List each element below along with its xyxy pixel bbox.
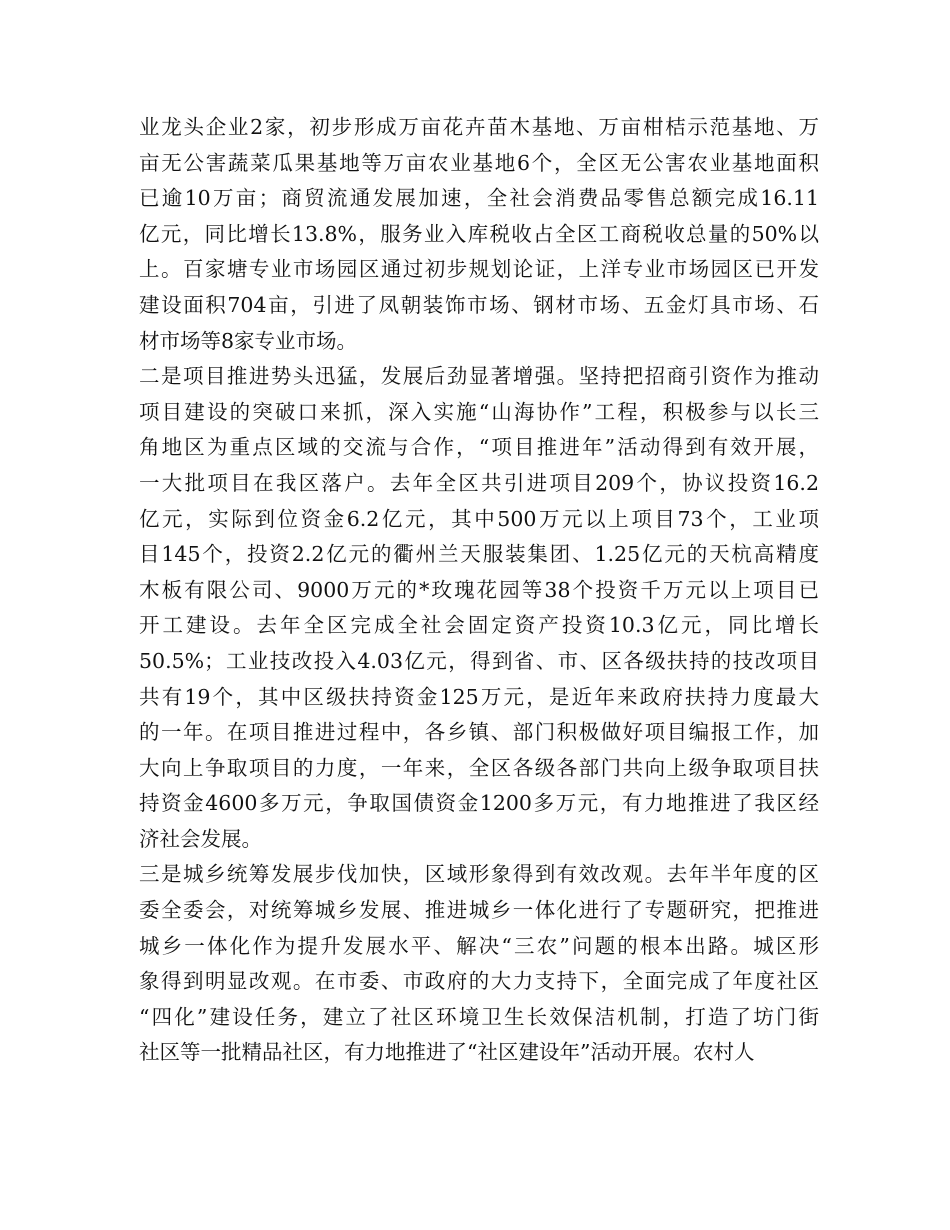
text-line: 建设面积704亩，引进了凤朝装饰市场、钢材市场、五金灯具市场、石 (139, 292, 819, 317)
text-line: 上。百家塘专业市场园区通过初步规划论证，上洋专业市场园区已开发 (139, 257, 819, 282)
text-line: 城乡一体化作为提升发展水平、解决“三农”问题的根本出路。城区形 (139, 933, 819, 958)
text-line: 亿元，实际到位资金6.2亿元，其中500万元以上项目73个，工业项 (139, 506, 819, 531)
text-line: 社区等一批精品社区，有力地推进了“社区建设年”活动开展。农村人 (139, 1040, 755, 1065)
text-line: 角地区为重点区域的交流与合作，“项目推进年”活动得到有效开展， (139, 435, 819, 460)
text-line: 象得到明显改观。在市委、市政府的大力支持下，全面完成了年度社区 (139, 969, 819, 994)
text-line: 的一年。在项目推进过程中，各乡镇、部门积极做好项目编报工作，加 (139, 720, 819, 745)
text-line: 项目建设的突破口来抓，深入实施“山海协作”工程，积极参与以长三 (139, 399, 819, 424)
text-line: 目145个，投资2.2亿元的衢州兰天服装集团、1.25亿元的天杭高精度 (139, 542, 819, 567)
text-line: 大向上争取项目的力度，一年来，全区各级各部门共向上级争取项目扶 (139, 755, 819, 780)
paragraph (139, 359, 819, 857)
text-line: 开工建设。去年全区完成全社会固定资产投资10.3亿元，同比增长 (139, 613, 819, 638)
text-line: 三是城乡统筹发展步伐加快，区域形象得到有效改观。去年半年度的区 (139, 862, 819, 887)
text-line: 业龙头企业2家，初步形成万亩花卉苗木基地、万亩柑桔示范基地、万 (139, 115, 819, 139)
text-line: 委全委会，对统筹城乡发展、推进城乡一体化进行了专题研究，把推进 (139, 898, 819, 923)
text-line: 持资金4600多万元，争取国债资金1200多万元，有力地推进了我区经 (139, 791, 819, 816)
paragraph (139, 857, 819, 1071)
text-line: 材市场等8家专业市场。 (139, 328, 358, 353)
document-body (139, 110, 819, 1071)
text-line: 木板有限公司、9000万元的*玫瑰花园等38个投资千万元以上项目已 (139, 577, 819, 602)
text-line: “四化”建设任务，建立了社区环境卫生长效保洁机制，打造了坊门街 (139, 1004, 819, 1029)
text-line: 亩无公害蔬菜瓜果基地等万亩农业基地6个，全区无公害农业基地面积 (139, 150, 819, 175)
paragraph (139, 110, 819, 359)
text-line: 亿元，同比增长13.8%，服务业入库税收占全区工商税收总量的50%以 (139, 221, 819, 246)
text-line: 50.5%；工业技改投入4.03亿元，得到省、市、区各级扶持的技改项目 (139, 648, 819, 673)
text-line: 二是项目推进势头迅猛，发展后劲显著增强。坚持把招商引资作为推动 (139, 364, 819, 389)
text-line: 已逾10万亩；商贸流通发展加速，全社会消费品零售总额完成16.11 (139, 186, 819, 211)
text-line: 济社会发展。 (139, 826, 262, 851)
text-line: 共有19个，其中区级扶持资金125万元，是近年来政府扶持力度最大 (139, 684, 819, 709)
text-line: 一大批项目在我区落户。去年全区共引进项目209个，协议投资16.2 (139, 470, 819, 495)
